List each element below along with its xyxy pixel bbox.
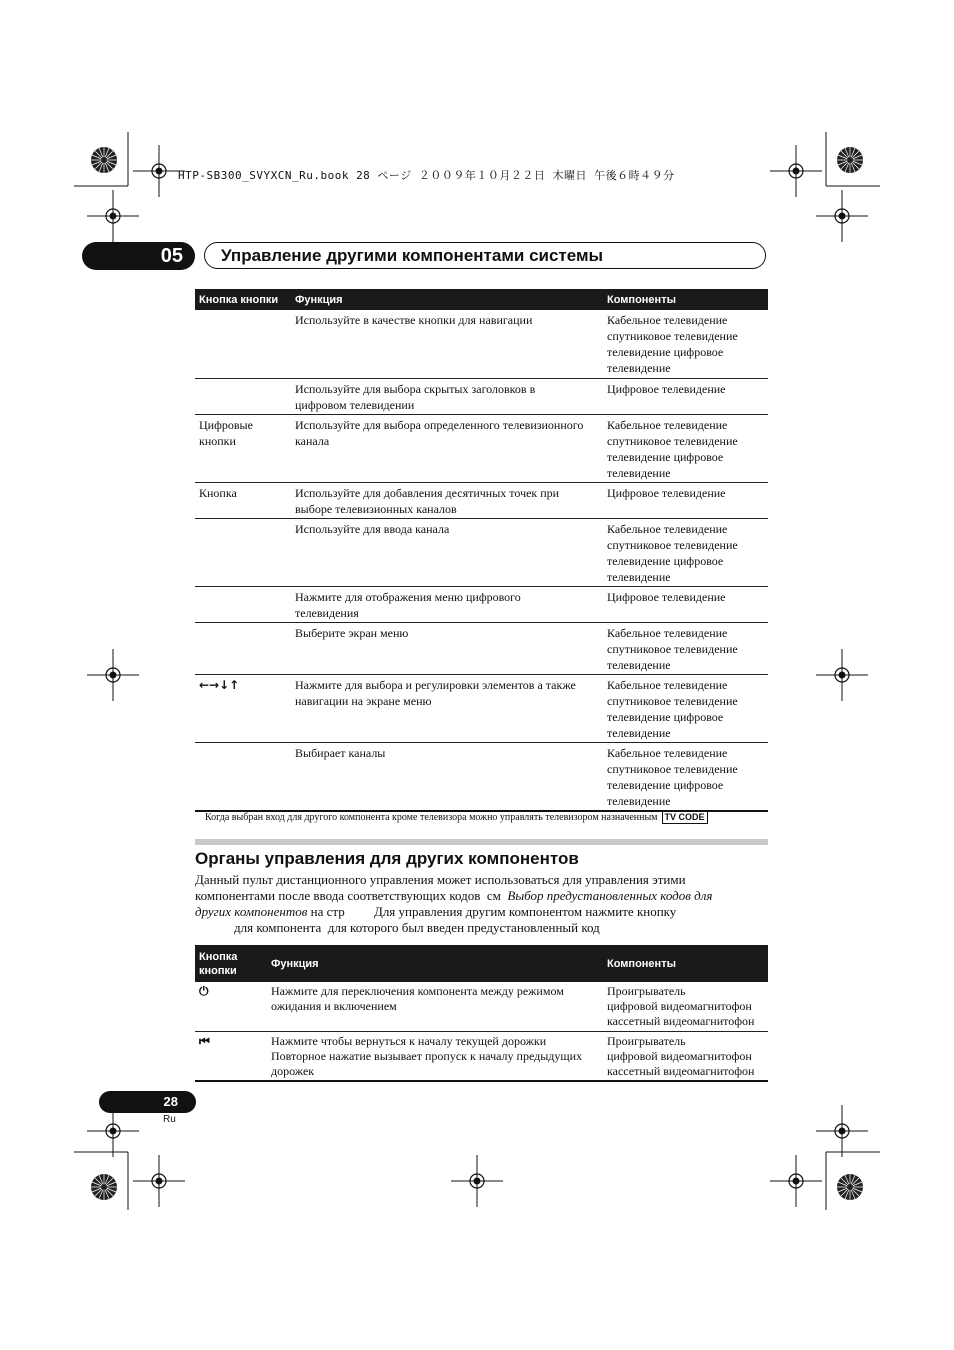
column-header: Функция (291, 289, 603, 310)
cell-function: Выбирает каналы (291, 742, 603, 811)
cell-button: ⏻ (199, 984, 209, 998)
cell-button: Кнопка (195, 482, 291, 518)
cell-function: Нажмите для переключения компонента между режимом ожидания и включением (271, 984, 564, 1013)
page-number: 28 (99, 1091, 196, 1113)
cell-function: Используйте в качестве кнопки для навигации (295, 313, 533, 327)
cell-function: Нажмите для выбора и регулировки элементов а также навигации на экране меню (291, 674, 603, 742)
cell-button (195, 310, 291, 378)
cell-function: Нажмите чтобы вернуться к началу текущей дорожки Повторное нажатие вызывает пропуск к началу предыдущих дорожек (267, 1031, 603, 1081)
paragraph-text: на стр Для управления другим компонентом нажмите кнопку (307, 904, 677, 919)
cell-button (195, 378, 291, 414)
paragraph-line (195, 904, 768, 920)
chapter-number: 05 (82, 242, 195, 270)
cell-function: Используйте для выбора определенного телевизионного канала (291, 414, 603, 482)
cell-button: ←→↓↑ (195, 674, 291, 742)
cell-function: Используйте для ввода канала (291, 518, 603, 586)
table-row (195, 982, 768, 1031)
table-row (195, 414, 768, 482)
cell-components: Цифровое телевидение (603, 586, 768, 622)
table-row (195, 586, 768, 622)
cell-button (195, 518, 291, 586)
cell-components: Цифровое телевидение (603, 482, 768, 518)
cell-function: Выберите экран меню (291, 622, 603, 674)
table-header-row (195, 945, 768, 982)
cell-components: Кабельное телевидение спутниковое телевидение телевидение цифровое телевидение (603, 674, 768, 742)
column-header: Компоненты (603, 289, 768, 310)
paragraph-line (195, 920, 768, 936)
cell-components: Кабельное телевидение спутниковое телевидение телевидение цифровое телевидение (603, 414, 768, 482)
column-header: Компоненты (603, 945, 768, 982)
chapter-title: Управление другими компонентами системы (204, 242, 766, 269)
cell-button: Цифровые кнопки (195, 414, 291, 482)
paragraph-line (195, 888, 768, 904)
section-divider (195, 839, 768, 845)
table-header-row (195, 289, 768, 310)
column-header: Функция (267, 945, 603, 982)
cell-function: Используйте для добавления десятичных точек при выборе телевизионных каналов (291, 482, 603, 518)
paragraph-italic-text: других компонентов (195, 904, 308, 919)
paragraph-text: для компонента для которого был введен предустановленный код (195, 920, 600, 935)
table-row (195, 518, 768, 586)
table-row (195, 482, 768, 518)
paragraph-text: компонентами после ввода соответствующих кодов см (195, 888, 508, 903)
cell-function: Нажмите для отображения меню цифрового телевидения (291, 586, 603, 622)
tv-code-note (205, 811, 708, 824)
page-language: Ru (163, 1114, 176, 1125)
tv-code-badge: TV CODE (662, 811, 708, 824)
table-row (195, 674, 768, 742)
table-row (195, 310, 768, 378)
paragraph-text: Данный пульт дистанционного управления может использоваться для управления этими (195, 872, 686, 887)
table-row (195, 378, 768, 414)
cell-components: Кабельное телевидение спутниковое телевидение телевидение цифровое телевидение (607, 313, 738, 375)
cell-components: Проигрыватель цифровой видеомагнитофон кассетный видеомагнитофон (603, 1031, 768, 1081)
paragraph-line (195, 872, 768, 888)
other-components-table (195, 945, 768, 1082)
section-paragraph (195, 872, 768, 936)
column-header: Кнопка кнопки (195, 289, 291, 310)
table-row (195, 1031, 768, 1081)
section-title: Органы управления для других компонентов (195, 849, 579, 868)
cell-components: Проигрыватель цифровой видеомагнитофон кассетный видеомагнитофон (607, 984, 755, 1028)
cell-button (195, 742, 291, 811)
tv-buttons-table (195, 289, 768, 812)
cell-button: ⏮ (195, 1031, 267, 1081)
cell-button (195, 622, 291, 674)
cell-function: Используйте для выбора скрытых заголовков в цифровом телевидении (291, 378, 603, 414)
note-text: Когда выбран вход для другого компонента кроме телевизора можно управлять телевизором назначенным (205, 812, 658, 823)
cell-components: Кабельное телевидение спутниковое телевидение телевидение (603, 622, 768, 674)
cell-components: Кабельное телевидение спутниковое телевидение телевидение цифровое телевидение (603, 742, 768, 811)
column-header: Кнопка кнопки (195, 945, 267, 982)
table-row (195, 742, 768, 811)
table-row (195, 622, 768, 674)
print-header: HTP-SB300_SVYXCN_Ru.book 28 ページ ２００９年１０月２２日 木曜日 午後６時４９分 (178, 169, 675, 182)
cell-button (195, 586, 291, 622)
cell-components: Кабельное телевидение спутниковое телевидение телевидение цифровое телевидение (603, 518, 768, 586)
cell-components: Цифровое телевидение (603, 378, 768, 414)
paragraph-italic-text: Выбор предустановленных кодов для (507, 888, 713, 903)
